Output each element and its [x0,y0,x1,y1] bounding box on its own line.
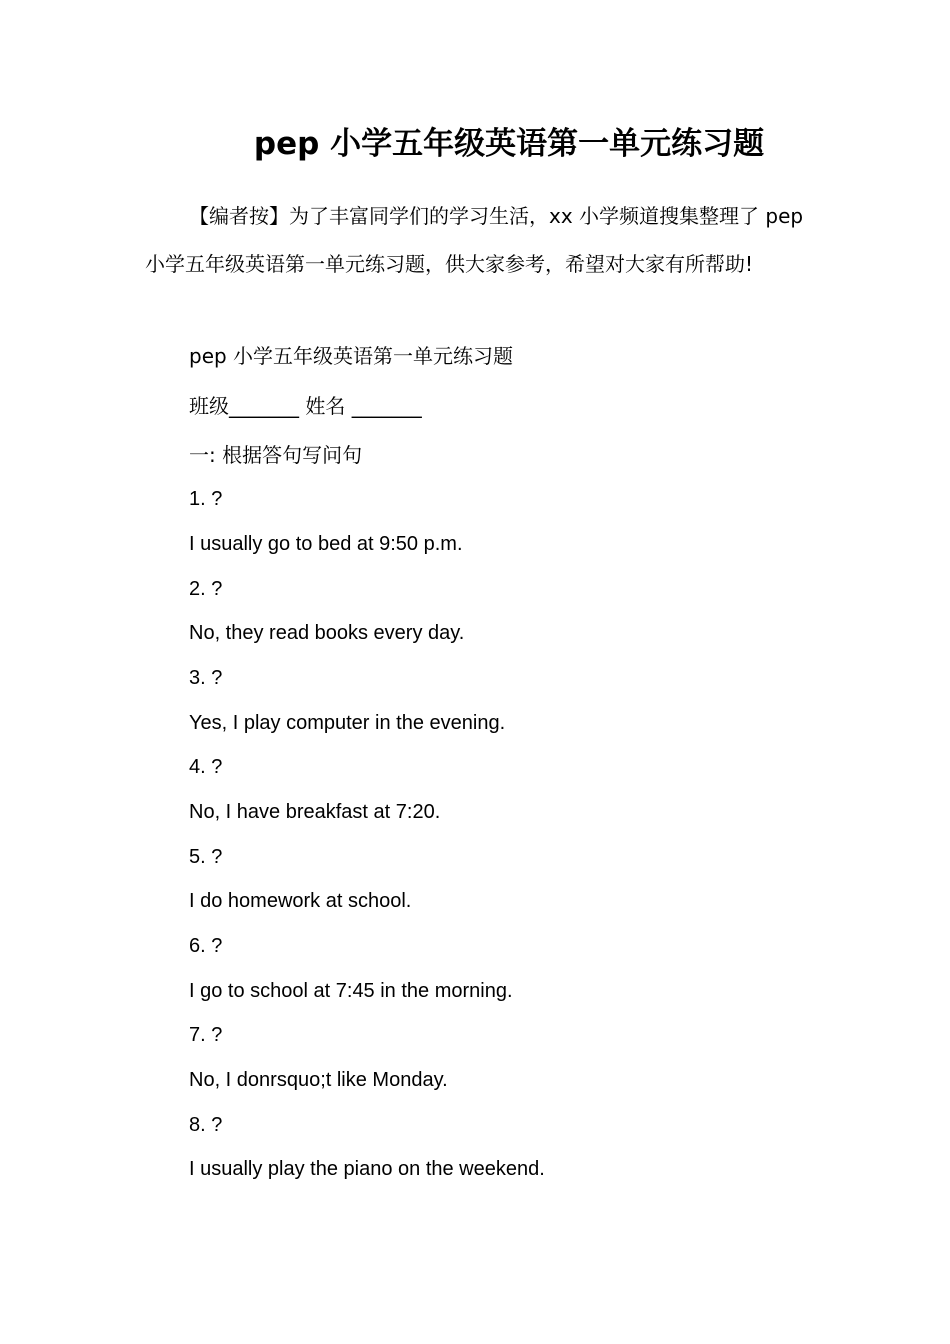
question-number: 7. ? [189,1024,223,1046]
class-name-line: 班级_______ 姓名 _______ [189,394,422,418]
answer-text: Yes, I play computer in the evening. [189,712,506,734]
answer-text: I usually go to bed at 9:50 p.m. [189,533,463,555]
question-number: 6. ? [189,935,223,957]
answer-text: I go to school at 7:45 in the morning. [189,980,513,1002]
section-heading: 一: 根据答句写问句 [189,443,363,467]
answer-text: I do homework at school. [189,890,412,912]
document-title: pep 小学五年级英语第一单元练习题 [253,126,765,162]
question-number: 1. ? [189,488,223,510]
question-number: 4. ? [189,756,223,778]
question-number: 5. ? [189,846,223,868]
question-number: 3. ? [189,667,223,689]
answer-text: I usually play the piano on the weekend. [189,1158,545,1180]
question-number: 8. ? [189,1114,223,1136]
answer-text: No, they read books every day. [189,622,465,644]
editor-note-paragraph: 【编者按】为了丰富同学们的学习生活，xx 小学频道搜集整理了 pep 小学五年级英语第一单元练习题，供大家参考，希望对大家有所帮助! [145,204,804,276]
question-number: 2. ? [189,578,223,600]
subtitle: pep 小学五年级英语第一单元练习题 [189,344,514,368]
answer-text: No, I donrsquo;t like Monday. [189,1069,448,1091]
answer-text: No, I have breakfast at 7:20. [189,801,441,823]
